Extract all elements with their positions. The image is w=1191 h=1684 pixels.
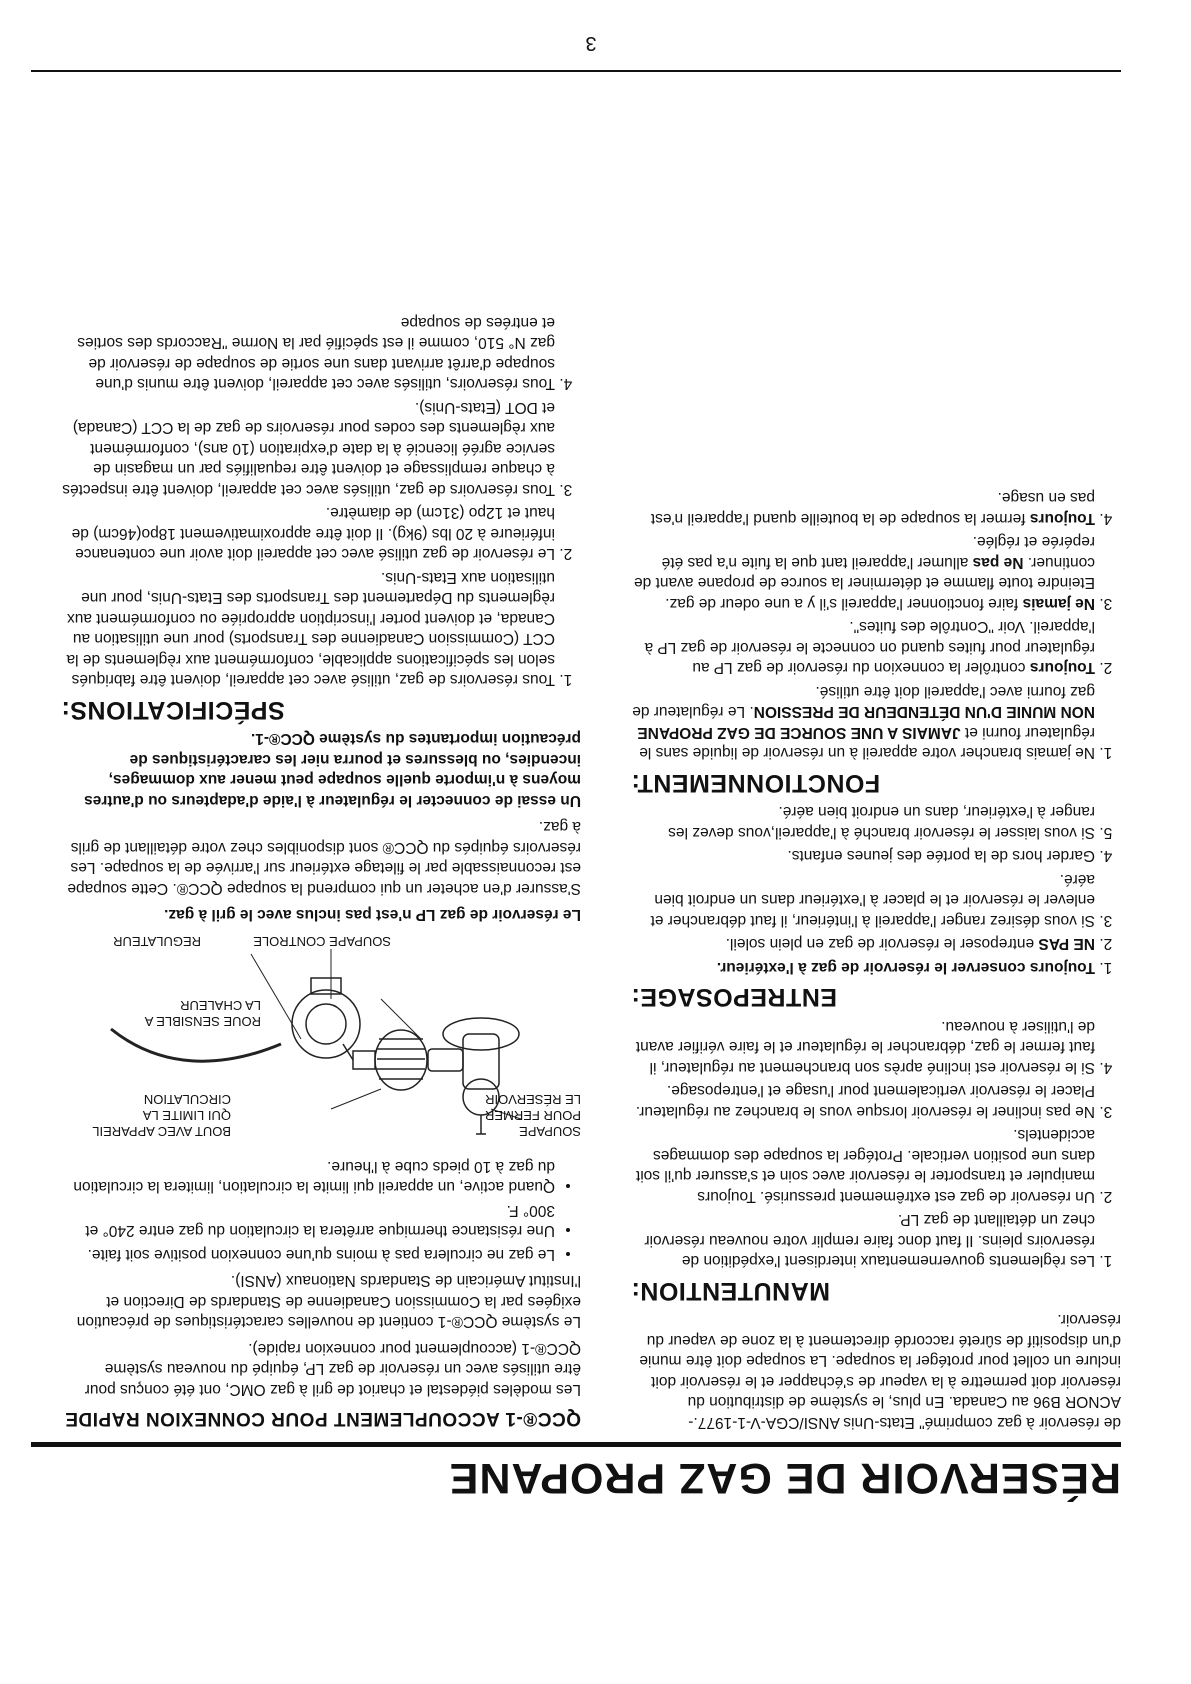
footer-rule	[31, 70, 1121, 72]
op2-bold: Toujours	[1029, 659, 1095, 677]
handling-heading: MANUTENTION:	[631, 1277, 831, 1305]
page-title: RÉSERVOIR DE GAZ PROPANE	[448, 1454, 1121, 1502]
adapter-warning: Un essai de connecter le régulateur à l'aide d'adapteurs ou d'autres moyens à n'importe quelle soupape peut mener aux dommages, incendies, ou blessures et pourra nier les caractéristiques de précaution importantes du système QCC®-1.	[84, 730, 581, 809]
op4-text: fermer la soupape de la bouteille quand l'appareil n'est pas en usage.	[650, 489, 1095, 527]
operation-heading: FONCTIONNEMENT:	[631, 769, 881, 797]
list-item	[631, 957, 1095, 978]
tank-info: S'assurer d'en acheter un qui comprend la soupape QCC®. Cette soupape est reconnaissable par le filetage extérieur sur l'arrivée de la soupape. Les réservoirs équipés du QCC® sont disponibles chez votre détaillant de grils à gaz.	[67, 818, 581, 897]
op1-bold: JAMAIS A UNE SOURCE DE GAZ PROPANE NON MUNIE D'UN DÉTENDEUR DE PRESSION	[637, 703, 1095, 741]
page-number: 3	[585, 32, 597, 54]
qcc-system: Le système QCC®-1 contient de nouvelles caractéristiques de précaution exigées par la Commission Canadienne de Standards de Direction et l'Institut Américain de Standards Nationaux (ANSI).	[76, 1272, 581, 1331]
qcc-heading: QCC®-1 ACCOUPLEMENT POUR CONNEXION RAPIDE	[64, 1408, 581, 1429]
list-item: 4. Tous réservoirs, utilisés avec cet appareil, doivent être munis d'une soupape d'arrêt arrivant dans une sortie de soupape de réservoir de gaz N° 510, comme il est spécifié par la Norme "Raccords des sorties et entrées de soupape	[61, 312, 555, 394]
qcc-features	[61, 1156, 581, 1265]
storage-text: entreposer le réservoir de gaz en plein soleil.	[725, 935, 1039, 953]
list-item	[631, 616, 1095, 678]
handling-list	[631, 1016, 1121, 1271]
regulator-diagram	[61, 935, 581, 1150]
op3-bold2: Ne pas	[972, 554, 1024, 571]
op4-bold: Toujours	[1029, 510, 1095, 527]
valve-spec-continuation: de réservoir à gaz comprimé" Etats-Unis ANSI/CGA-V-1-1977.- ACNOR B96 au Canada. En plus, le système de distribution du réservoir doit permettre à la vapeur de s'échapper et le réservoir doit inclure un collet pour protéger la soupape. La soupape doit être munie d'un dispositif de sûreté raccordé directement à la zone de vapeur du réservoir.	[639, 1311, 1121, 1431]
label-regulator: REGULATEUR	[113, 934, 201, 950]
list-item: 2. Le réservoir de gaz utilisé avec cet appareil doit avoir une contenance inférieure à 20 lbs (9kg). Il doit être approximativement 18po(46cm) de haut et 12po (31cm) de diamètre.	[61, 502, 555, 564]
label-valve: SOUPAPE POUR FERMER LE RÉSERVOIR	[484, 1092, 581, 1140]
valve-body-shape	[463, 1035, 499, 1090]
right-column	[61, 306, 581, 1433]
specifications-heading: SPÉCIFICATIONS:	[61, 696, 285, 724]
storage-text: Garder hors de la portée des jeunes enfants.	[787, 847, 1095, 865]
op3-text: faire fonctionner l'appareil s'il y a une odeur de gaz. Eteindre toute flamme et déterminer la source de propane avant de continuer.	[634, 554, 1095, 612]
list-item: 1. Tous réservoirs de gaz, utilisé avec cet appareil, doivent être fabriqués selon les spécifications applicable, conformément aux règlements de la CCT (Commission Canadienne des Transports) pour une utilisation au Canada, et doivent porter l'inscription appropriée ou conformément aux règlements du Département des Transports des Etats-Unis, pour une utilisation aux Etats-Unis.	[61, 567, 555, 690]
label-heat-wheel: ROUE SENSIBLE A LA CHALEUR	[145, 998, 261, 1030]
list-item	[631, 531, 1095, 613]
storage-bold: Toujours conserver le réservoir de gaz à l'extérieur.	[716, 959, 1095, 976]
label-control-valve: SOUPAPE CONTROLE	[253, 934, 391, 950]
left-column	[631, 481, 1121, 1432]
list-item: 1. Les règlements gouvernementaux interdisent l'expédition de réservoirs pleins. Il faut donc faire remplir votre nouveau réservoir chez un détaillant de gaz LP.	[631, 1209, 1095, 1271]
qcc-intro: Les modèles piédestal et chariot de gril à gaz OMC, ont été conçus pour être utilisés avec un réservoir de gaz LP, équipé du nouveau système QCC®-1 (accouplement pour connexion rapide).	[84, 1340, 581, 1398]
list-item	[631, 933, 1095, 954]
op3-bold: Ne jamais	[1022, 595, 1095, 612]
tank-bold: Le réservoir de gaz LP n'est pas inclus avec le gril à gaz.	[164, 906, 581, 924]
storage-heading: ENTREPOSAGE:	[631, 983, 838, 1012]
list-item	[631, 869, 1095, 931]
list-item: 3. Tous réservoirs de gaz, utilisés avec cet appareil, doivent être inspectés à chaque remplissage et doivent être requalifiés par un magasin de service agréé licencié à la date d'expiration (10 ans), conformément aux règlements des codes pour réservoirs de gaz de la CCT (Canada) et DOT (Etats-Unis).	[61, 397, 555, 500]
op1-text: Ne jamais brancher votre appareil à un réservoir de liquide sans le régulateur fourni et	[639, 724, 1095, 762]
list-item	[631, 681, 1095, 763]
list-item	[631, 801, 1095, 842]
storage-list	[631, 801, 1121, 977]
op3-text2: allumer l'appareil tant que la fuite n'a pas été repérée et réglée.	[661, 533, 1095, 571]
list-item	[631, 845, 1095, 866]
op1-text-end: . Le régulateur de gaz fourni avec l'appareil doit être utilisé.	[632, 683, 1095, 721]
label-flow-limit: BOUT AVEC APPAREIL QUI LIMITE LA CIRCULATION	[92, 1092, 231, 1140]
hose-fitting-shape	[353, 1052, 375, 1070]
storage-text: Si vous laisser le réservoir branché à l'appareil,vous devez les ranger à l'extérieur, dans un endroit bien aéré.	[668, 803, 1095, 841]
tank-not-included	[61, 904, 581, 925]
op2-text: contrôler la connexion du réservoir de gaz LP au régulateur pour fuites quand on connecte le réservoir de gaz LP à l'appareil. Voir "Contrôle des fuites".	[644, 618, 1095, 677]
list-item	[631, 487, 1095, 528]
list-item: 4. Si le réservoir est incliné après son branchement au régulateur, il faut fermer le gaz, débrancher le régulateur et le faire vérifier avant de l'utiliser à nouveau.	[631, 1016, 1095, 1078]
connector-shape	[428, 1050, 463, 1072]
hose-shape	[111, 1030, 281, 1062]
list-item: 3. Ne pas incliner le réservoir lorsque vous le branchez au régulateur. Placer le réservoir verticalement pour l'usage et l'entreposage.	[631, 1080, 1095, 1121]
storage-bold: NE PAS	[1038, 935, 1095, 953]
title-rule	[31, 1442, 1121, 1447]
storage-text: Si vous désirez ranger l'appareil à l'intérieur, il faut débrancher et enlever le réservoir et le placer à l'extérieur dans un endroit bien aéré.	[650, 871, 1095, 929]
specifications-list	[61, 312, 581, 690]
operation-list	[631, 487, 1121, 763]
list-item: • Une résistance thermique arrêtera la circulation du gaz entre 240° et 300° F.	[61, 1200, 555, 1241]
list-item: • Quand active, un appareil qui limite la circulation, limitera la circulation du gaz à 10 pieds cube à l'heure.	[61, 1156, 555, 1197]
list-item: • Le gaz ne circulera pas à moins qu'une connexion positive soit faite.	[61, 1244, 555, 1265]
list-item: 2. Un réservoir de gaz est extrêmement pressurisé. Toujours manipuler et transporter le réservoir avec soin et s'assurer qu'il soit dans une position verticale. Protéger la soupape des dommages accidentels.	[631, 1124, 1095, 1206]
regulator-shape	[292, 991, 360, 1059]
